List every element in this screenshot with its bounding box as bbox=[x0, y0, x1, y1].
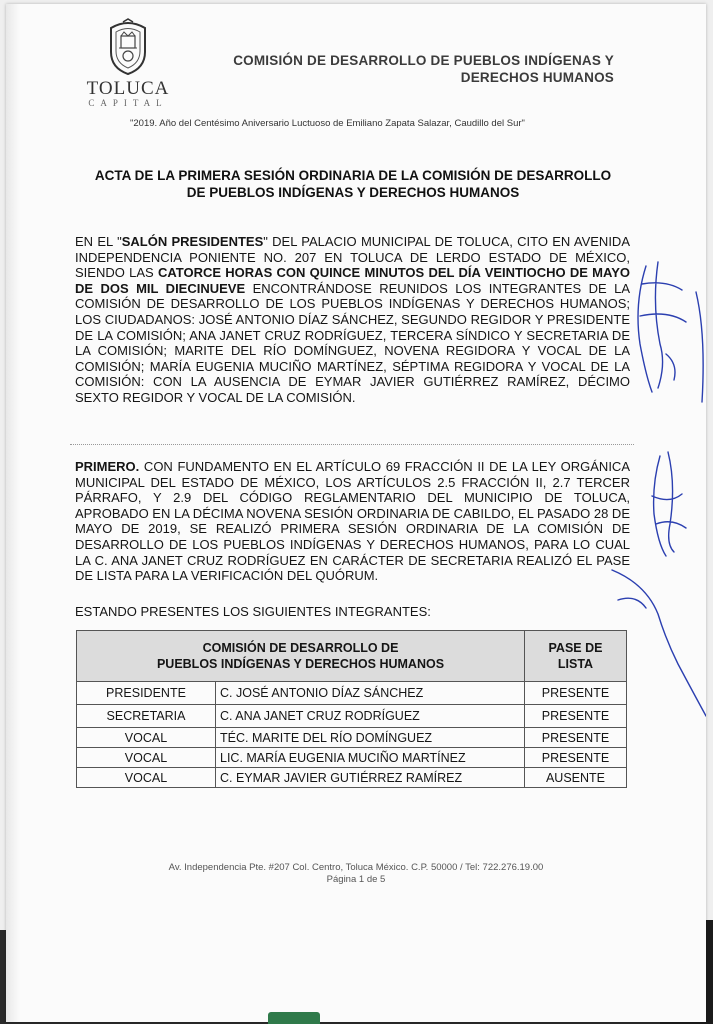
intro-paragraph bbox=[75, 234, 630, 406]
binder-clip bbox=[268, 1012, 320, 1024]
scan-edge bbox=[6, 4, 20, 1022]
logo-wordmark: TOLUCA bbox=[86, 78, 170, 99]
member-name: C. ANA JANET CRUZ RODRÍGUEZ bbox=[216, 705, 525, 728]
acta-title-line-1: ACTA DE LA PRIMERA SESIÓN ORDINARIA DE LA COMISIÓN DE DESARROLLO bbox=[94, 168, 612, 183]
present-members-label: ESTANDO PRESENTES LOS SIGUIENTES INTEGRANTES: bbox=[75, 604, 431, 619]
footer-address: Av. Independencia Pte. #207 Col. Centro, Toluca México. C.P. 50000 / Tel: 722.276.19.00 bbox=[168, 862, 544, 873]
table-row bbox=[77, 705, 627, 728]
year-motto: "2019. Año del Centésimo Aniversario Luctuoso de Emiliano Zapata Salazar, Caudillo del Sur" bbox=[130, 118, 525, 129]
table-header-commission-line-1: COMISIÓN DE DESARROLLO DE bbox=[202, 641, 399, 655]
member-status: PRESENTE bbox=[525, 728, 627, 748]
member-status: AUSENTE bbox=[525, 768, 627, 788]
table-row bbox=[77, 728, 627, 748]
table-header-roll-call bbox=[525, 631, 627, 682]
toluca-logo bbox=[78, 18, 178, 108]
member-role: VOCAL bbox=[77, 728, 216, 748]
document-page bbox=[6, 4, 706, 1022]
acta-title bbox=[68, 167, 638, 201]
member-role: SECRETARIA bbox=[77, 705, 216, 728]
primero-label: PRIMERO. bbox=[75, 459, 140, 474]
member-name: TÉC. MARITE DEL RÍO DOMÍNGUEZ bbox=[216, 728, 525, 748]
intro-text-3: ENCONTRÁNDOSE REUNIDOS LOS INTEGRANTES DE LA COMISIÓN DE DESARROLLO DE LOS PUEBLOS INDÍGENAS Y DERECHOS HUMANOS; LOS CIUDADANOS: JOSÉ ANTONIO DÍAZ SÁNCHEZ, SEGUNDO REGIDOR Y PRESIDENTE DE LA COMISIÓN; ANA JANET CRUZ RODRÍGUEZ, TERCERA SÍNDICO Y SECRETARIA DE LA COMISIÓN; MARITE DEL RÍO DOMÍNGUEZ, NOVENA REGIDORA Y VOCAL DE LA COMISIÓN; MARÍA EUGENIA MUCIÑO MARTÍNEZ, SÉPTIMA REGIDORA Y VOCAL DE LA COMISIÓN: CON LA AUSENCIA DE EYMAR JAVIER GUTIÉRREZ RAMÍREZ, DÉCIMO SEXTO REGIDOR Y VOCAL DE LA COMISIÓN. bbox=[75, 280, 630, 405]
table-row bbox=[77, 682, 627, 705]
member-role: PRESIDENTE bbox=[77, 682, 216, 705]
page-footer bbox=[126, 862, 586, 886]
member-status: PRESENTE bbox=[525, 705, 627, 728]
table-header-roll-call-line-2: LISTA bbox=[557, 657, 594, 671]
header-line-1: COMISIÓN DE DESARROLLO DE PUEBLOS INDÍGENAS Y bbox=[233, 53, 614, 68]
signature-2 bbox=[652, 452, 686, 556]
coat-of-arms-icon bbox=[103, 18, 153, 76]
intro-text-2: " DEL PALACIO MUNICIPAL DE TOLUCA, CITO EN AVENIDA INDEPENDENCIA PONIENTE NO. 207 EN TOLUCA DE LERDO ESTADO DE MÉXICO, SIENDO LAS bbox=[75, 234, 630, 281]
acta-title-line-2: DE PUEBLOS INDÍGENAS Y DERECHOS HUMANOS bbox=[186, 185, 520, 200]
member-name: C. JOSÉ ANTONIO DÍAZ SÁNCHEZ bbox=[216, 682, 525, 705]
intro-bold-venue: SALÓN PRESIDENTES bbox=[121, 234, 264, 249]
member-role: VOCAL bbox=[77, 748, 216, 768]
primero-paragraph bbox=[75, 459, 630, 584]
logo-subtitle: CAPITAL bbox=[88, 98, 168, 108]
table-header-roll-call-line-1: PASE DE bbox=[548, 641, 603, 655]
member-name: LIC. MARÍA EUGENIA MUCIÑO MARTÍNEZ bbox=[216, 748, 525, 768]
member-status: PRESENTE bbox=[525, 748, 627, 768]
intro-bold-time: CATORCE HORAS CON QUINCE MINUTOS DEL DÍA VEINTIOCHO DE MAYO DE DOS MIL DIECINUEVE bbox=[75, 265, 630, 296]
table-row bbox=[77, 768, 627, 788]
table-row bbox=[77, 748, 627, 768]
attendance-table bbox=[76, 630, 627, 788]
signature-1 bbox=[638, 262, 703, 402]
section-divider bbox=[70, 444, 634, 445]
table-header-commission-line-2: PUEBLOS INDÍGENAS Y DERECHOS HUMANOS bbox=[156, 657, 445, 671]
primero-text: CON FUNDAMENTO EN EL ARTÍCULO 69 FRACCIÓN II DE LA LEY ORGÁNICA MUNICIPAL DEL ESTADO DE MÉXICO, LOS ARTÍCULOS 2.5 FRACCIÓN II, 2.7 TERCER PÁRRAFO, Y 2.9 DEL CÓDIGO REGLAMENTARIO DEL MUNICIPIO DE TOLUCA, APROBADO EN LA DÉCIMA NOVENA SESIÓN ORDINARIA DE CABILDO, EL PASADO 28 DE MAYO DE 2019, SE REALIZÓ PRIMERA SESIÓN ORDINARIA DE LA COMISIÓN DE DESARROLLO DE LOS PUEBLOS INDÍGENAS Y DERECHOS HUMANOS, PARA LO CUAL LA C. ANA JANET CRUZ RODRÍGUEZ EN CARÁCTER DE SECRETARIA REALIZÓ EL PASE DE LISTA PARA LA VERIFICACIÓN DEL QUÓRUM. bbox=[75, 459, 630, 584]
member-role: VOCAL bbox=[77, 768, 216, 788]
header-line-2: DERECHOS HUMANOS bbox=[460, 70, 614, 85]
table-header-commission bbox=[77, 631, 525, 682]
intro-text-1: EN EL " bbox=[75, 234, 122, 249]
commission-header bbox=[194, 52, 614, 86]
member-name: C. EYMAR JAVIER GUTIÉRREZ RAMÍREZ bbox=[216, 768, 525, 788]
member-status: PRESENTE bbox=[525, 682, 627, 705]
footer-page-number: Página 1 de 5 bbox=[326, 874, 386, 885]
